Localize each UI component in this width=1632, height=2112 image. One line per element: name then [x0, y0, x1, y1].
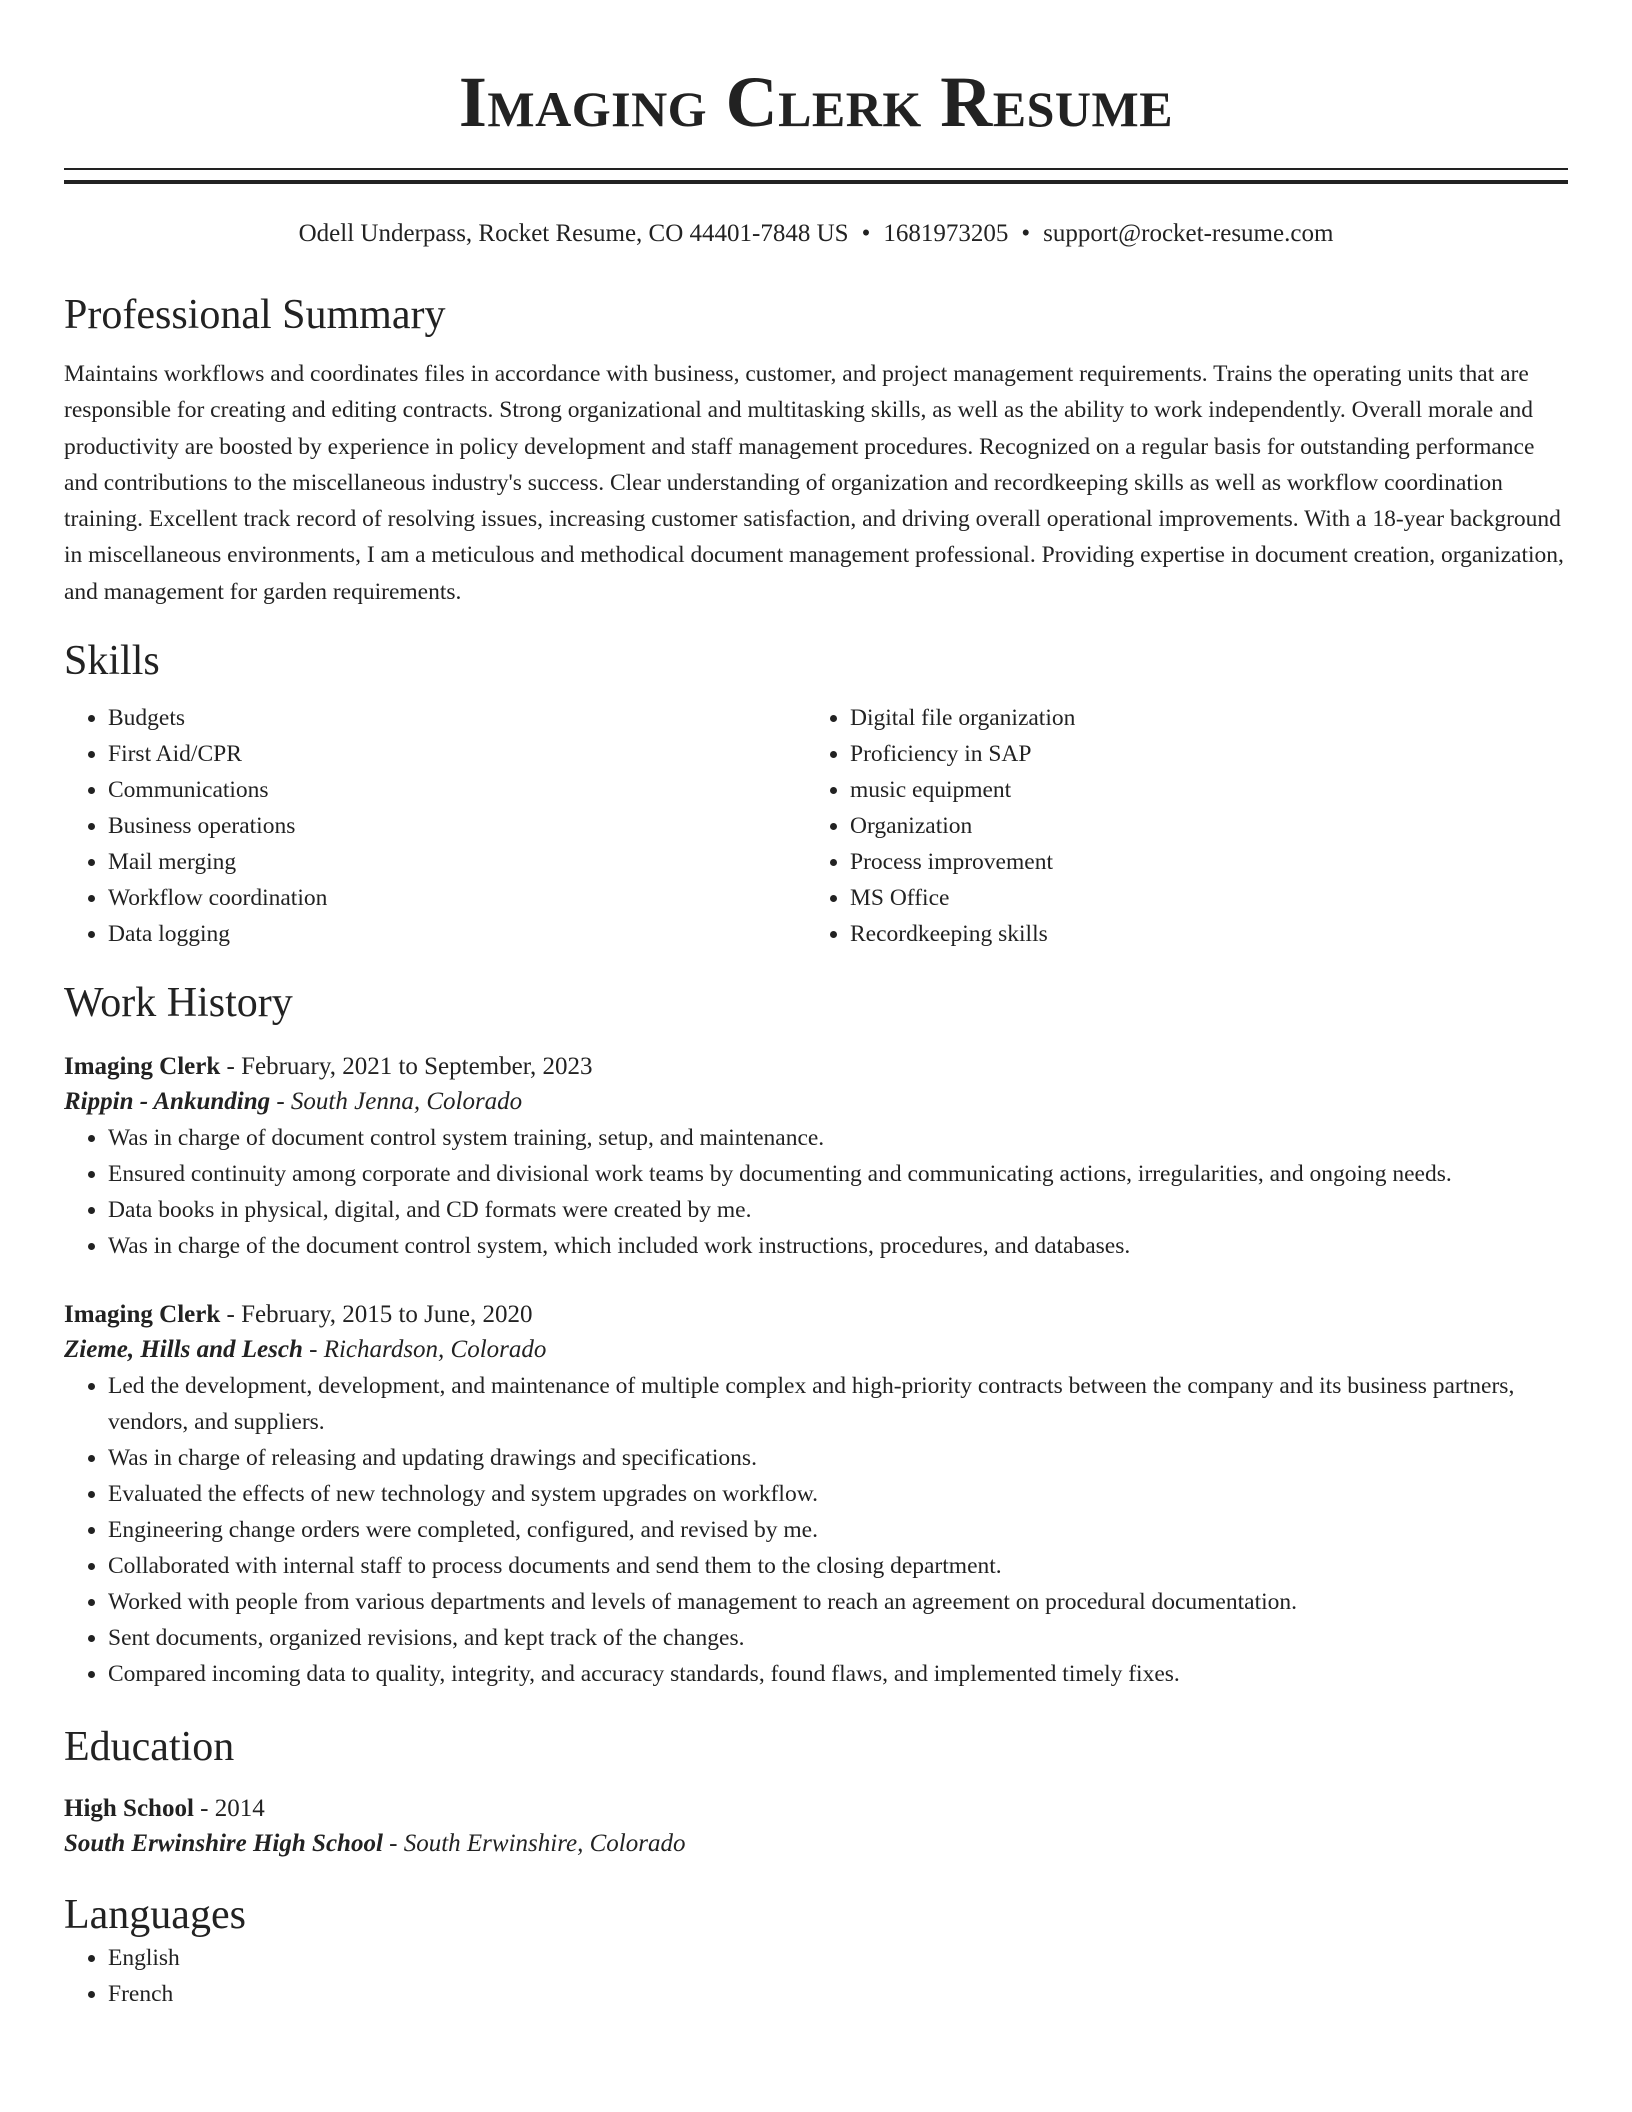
job-heading: [64, 1298, 1568, 1332]
skill-item: • Mail merging: [108, 844, 806, 880]
job-title: Imaging Clerk: [64, 1053, 221, 1081]
job-duty: • Ensured continuity among corporate and divisional work teams by documenting and communicating actions, irregularities, and ongoing needs.: [108, 1156, 1568, 1192]
contact-address: Odell Underpass, Rocket Resume, CO 44401-7848 US: [298, 220, 849, 247]
skill-item: • Budgets: [108, 700, 806, 736]
skill-item: • First Aid/CPR: [108, 736, 806, 772]
job-employer-line: [64, 1332, 1568, 1368]
skill-item: • MS Office: [850, 880, 1548, 916]
resume-title: Imaging Clerk Resume: [458, 62, 1174, 142]
education-heading: Education: [64, 1724, 235, 1771]
job-duty: • Sent documents, organized revisions, and kept track of the changes.: [108, 1620, 1568, 1656]
education-heading-line: [64, 1792, 1568, 1826]
job-company: Zieme, Hills and Lesch: [64, 1336, 303, 1364]
skills-right-column: [806, 700, 1548, 952]
skill-item: • Digital file organization: [850, 700, 1548, 736]
job-heading: [64, 1050, 1568, 1084]
job-duties-list: [64, 1368, 1568, 1692]
skills-left-column: [64, 700, 806, 952]
skill-item: • Workflow coordination: [108, 880, 806, 916]
job-duty: • Was in charge of releasing and updating drawings and specifications.: [108, 1440, 1568, 1476]
job-duty: • Was in charge of document control system training, setup, and maintenance.: [108, 1120, 1568, 1156]
summary-heading: Professional Summary: [64, 292, 446, 338]
education-degree: High School: [64, 1795, 194, 1823]
job-employer-line: [64, 1084, 1568, 1120]
skill-item: • Business operations: [108, 808, 806, 844]
job-duty: • Was in charge of the document control system, which included work instructions, procedures, and databases.: [108, 1228, 1568, 1264]
skill-item: • Organization: [850, 808, 1548, 844]
job-duty: • Worked with people from various departments and levels of management to reach an agreement on procedural documentation.: [108, 1584, 1568, 1620]
job-duty: • Compared incoming data to quality, integrity, and accuracy standards, found flaws, and implemented timely fixes.: [108, 1656, 1568, 1692]
job-location: - South Jenna, Colorado: [270, 1088, 523, 1116]
skills-grid: [64, 700, 1568, 952]
education-location: - South Erwinshire, Colorado: [382, 1830, 686, 1858]
job-dates: - February, 2021 to September, 2023: [220, 1053, 593, 1081]
skill-item: • Proficiency in SAP: [850, 736, 1548, 772]
job-duty: • Collaborated with internal staff to process documents and send them to the closing department.: [108, 1548, 1568, 1584]
skill-item: • Process improvement: [850, 844, 1548, 880]
contact-phone: 1681973205: [883, 220, 1009, 247]
job-duty: • Data books in physical, digital, and CD formats were created by me.: [108, 1192, 1568, 1228]
resume-page: [64, 0, 1568, 2012]
job-location: - Richardson, Colorado: [302, 1336, 547, 1364]
title-divider: [64, 168, 1568, 184]
skill-item: • Data logging: [108, 916, 806, 952]
skills-heading: Skills: [64, 638, 160, 685]
skill-item: • Communications: [108, 772, 806, 808]
contact-line: [64, 218, 1568, 250]
language-item: • French: [108, 1976, 1568, 2012]
skill-item: • music equipment: [850, 772, 1548, 808]
education-year: - 2014: [193, 1795, 265, 1823]
contact-separator: •: [861, 220, 871, 247]
job-duty: • Led the development, development, and maintenance of multiple complex and high-priority contracts between the company and its business partners, vendors, and suppliers.: [108, 1368, 1568, 1440]
contact-email: support@rocket-resume.com: [1043, 220, 1334, 247]
education-school-line: [64, 1826, 1568, 1862]
job-title: Imaging Clerk: [64, 1301, 221, 1329]
job-duties-list: [64, 1120, 1568, 1264]
job-dates: - February, 2015 to June, 2020: [220, 1301, 533, 1329]
skill-item: • Recordkeeping skills: [850, 916, 1548, 952]
job-duty: • Evaluated the effects of new technology and system upgrades on workflow.: [108, 1476, 1568, 1512]
languages-list: [64, 1940, 1568, 2012]
work-history-heading: Work History: [64, 980, 293, 1027]
job-duty: • Engineering change orders were completed, configured, and revised by me.: [108, 1512, 1568, 1548]
languages-heading: Languages: [64, 1892, 246, 1939]
summary-text: Maintains workflows and coordinates files in accordance with business, customer, and project management requirements. Trains the operating units that are responsible for creating and editing contracts. Strong organizational and multitasking skills, as well as the ability to work independently. Overall morale and productivity are boosted by experience in policy development and staff management procedures. Recognized on a regular basis for outstanding performance and contributions to the miscellaneous industry's success. Clear understanding of organization and recordkeeping skills as well as workflow coordination training. Excellent track record of resolving issues, increasing customer satisfaction, and driving overall operational improvements. With a 18-year background in miscellaneous environments, I am a meticulous and methodical document management professional. Providing expertise in document creation, organization, and management for garden requirements.: [64, 361, 1564, 605]
job-company: Rippin - Ankunding: [64, 1088, 271, 1116]
contact-separator: •: [1021, 220, 1031, 247]
language-item: • English: [108, 1940, 1568, 1976]
education-school: South Erwinshire High School: [64, 1830, 383, 1858]
